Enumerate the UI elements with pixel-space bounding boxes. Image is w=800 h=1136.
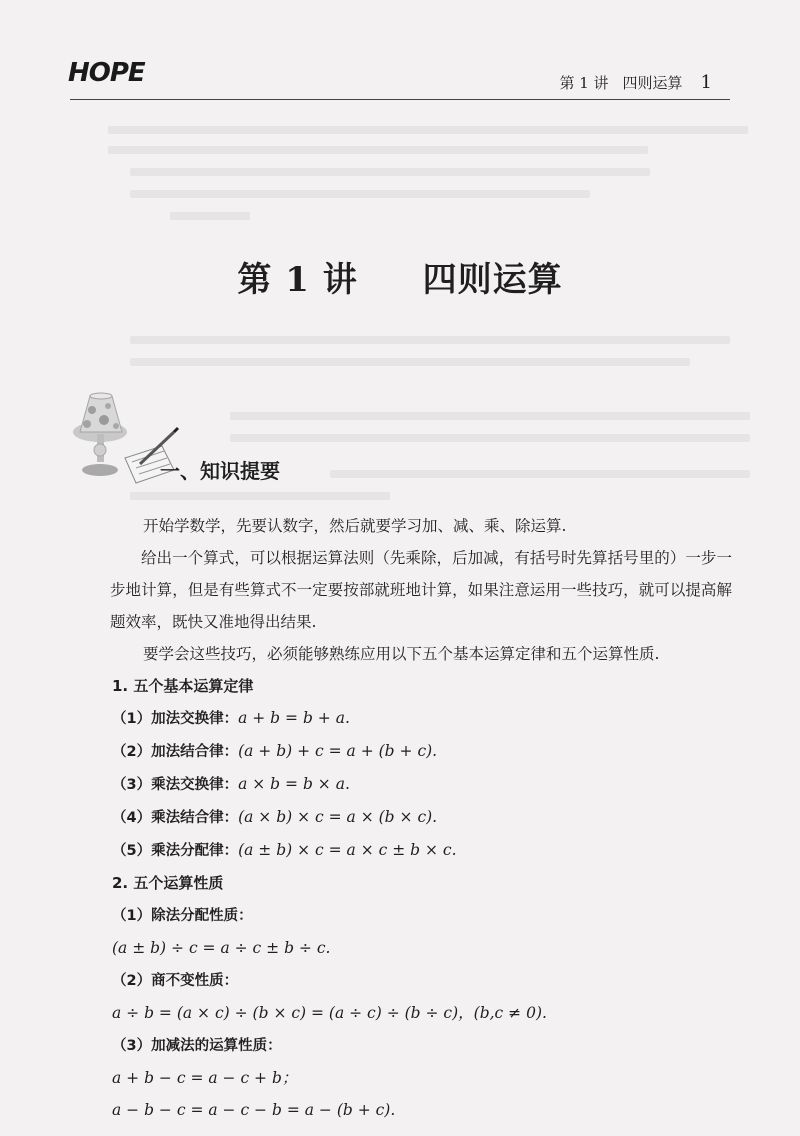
property-2-formula: a ÷ b = (a × c) ÷ (b × c) = (a ÷ c) ÷ (b ÷ c)，(b,c ≠ 0). xyxy=(112,1004,547,1022)
running-header xyxy=(559,72,712,93)
law-label: （5）乘法分配律： xyxy=(112,843,239,859)
section-heading: 一、知识提要 xyxy=(160,459,280,483)
page-number: 1 xyxy=(700,72,712,93)
header-rule xyxy=(70,99,730,100)
property-1-label: （1）除法分配性质： xyxy=(112,908,253,924)
property-2-label: （2）商不变性质： xyxy=(112,973,239,989)
law-item xyxy=(112,735,732,768)
content xyxy=(112,510,732,1126)
law-formula: (a × b) × c = a × (b × c). xyxy=(238,808,438,826)
property-label xyxy=(112,899,732,932)
law-label: （4）乘法结合律： xyxy=(112,810,239,826)
property-1-formula: (a ± b) ÷ c = a ÷ c ± b ÷ c. xyxy=(112,939,331,957)
law-label: （3）乘法交换律： xyxy=(112,777,239,793)
law-formula: (a ± b) × c = a × c ± b × c. xyxy=(238,841,457,859)
intro-paragraph-2: 给出一个算式，可以根据运算法则（先乘除，后加减，有括号时先算括号里的）一步一步地计算，但是有些算式不一定要按部就班地计算，如果注意运用一些技巧，就可以提高解题效率，既快又准地得出结果. xyxy=(110,549,732,631)
intro-paragraph-1: 开始学数学，先要认数字，然后就要学习加、减、乘、除运算. xyxy=(143,517,567,535)
property-label xyxy=(112,964,732,997)
header-lecture-topic: 四则运算 xyxy=(622,74,683,92)
law-formula: a + b = b + a. xyxy=(238,709,350,727)
properties-heading: 2. 五个运算性质 xyxy=(112,874,224,892)
property-label xyxy=(112,1029,732,1062)
laws-heading: 1. 五个基本运算定律 xyxy=(112,677,254,695)
law-formula: (a + b) + c = a + (b + c). xyxy=(238,742,438,760)
title-topic: 四则运算 xyxy=(422,260,563,300)
title-lecture-no: 第 1 讲 xyxy=(237,260,358,300)
law-formula: a × b = b × a. xyxy=(238,775,350,793)
hope-logo: HOPE xyxy=(68,58,145,88)
lecture-title xyxy=(0,252,800,301)
law-label: （2）加法结合律： xyxy=(112,744,239,760)
property-3-label: （3）加减法的运算性质： xyxy=(112,1038,282,1054)
law-item xyxy=(112,768,732,801)
law-item xyxy=(112,834,732,867)
law-label: （1）加法交换律： xyxy=(112,711,239,727)
law-item xyxy=(112,801,732,834)
property-3-formula-2: a − b − c = a − c − b = a − (b + c). xyxy=(112,1101,396,1119)
law-item xyxy=(112,702,732,735)
property-3-formula-1: a + b − c = a − c + b； xyxy=(112,1069,298,1087)
intro-paragraph-3: 要学会这些技巧，必须能够熟练应用以下五个基本运算定律和五个运算性质. xyxy=(143,645,660,663)
header-lecture-no: 第 1 讲 xyxy=(559,74,609,92)
